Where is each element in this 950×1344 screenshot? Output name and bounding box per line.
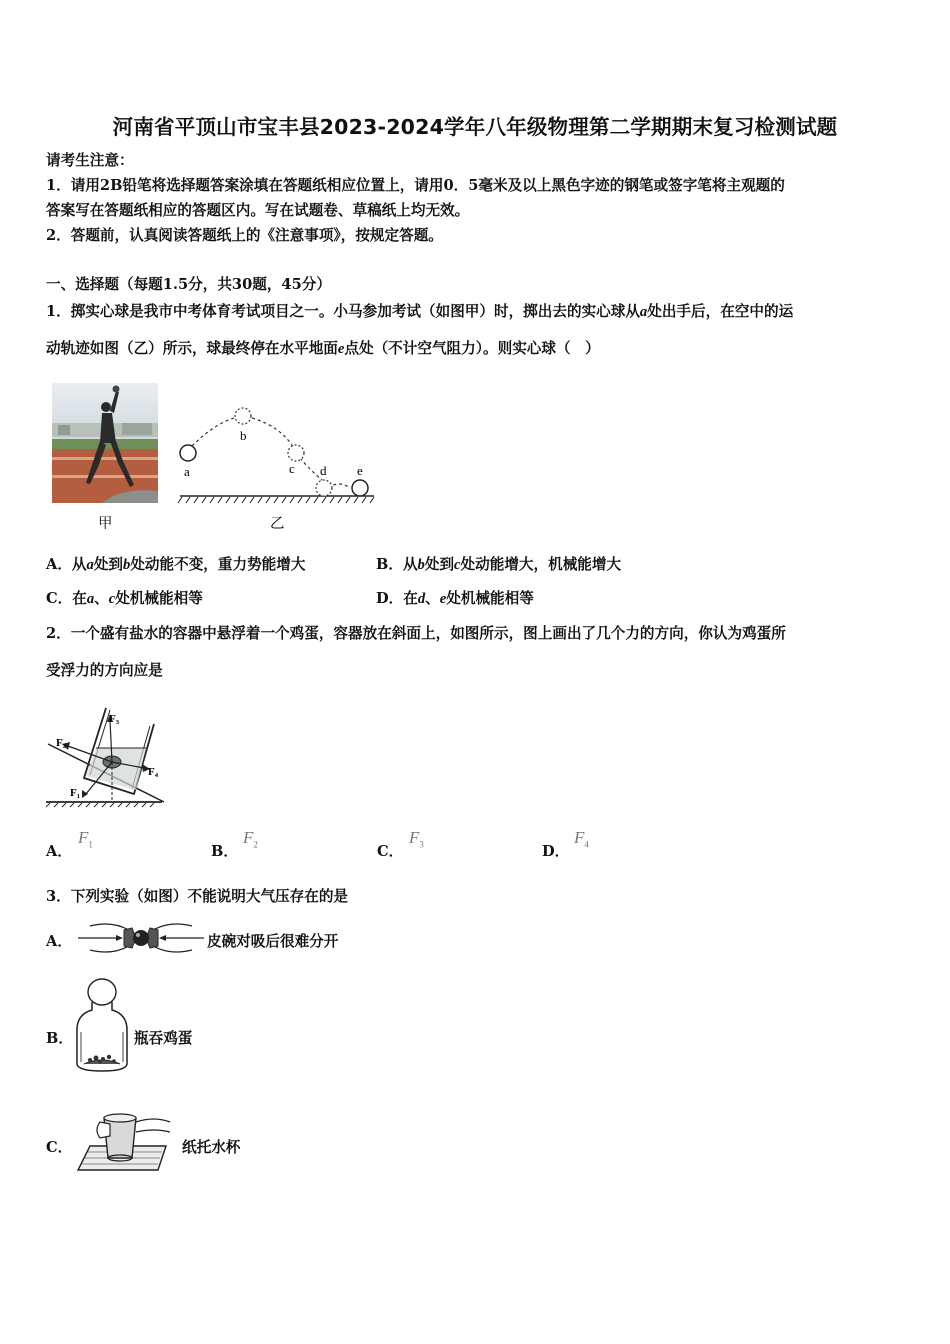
formula-symbol: F — [243, 828, 254, 847]
option-var: c — [454, 557, 461, 573]
option-var: a — [86, 557, 94, 573]
option-text: 从 — [71, 556, 87, 573]
q1-option-c[interactable] — [46, 589, 203, 609]
option-var: b — [417, 557, 425, 573]
q1-var-a: a — [639, 304, 648, 320]
notice-line-1b: 答案写在答题纸相应的答题区内。写在试题卷、草稿纸上均无效。 — [46, 202, 470, 219]
formula-symbol: F — [409, 828, 420, 847]
formula-subscript: 2 — [253, 839, 258, 850]
option-text: 从 — [402, 556, 418, 573]
option-var: b — [123, 557, 131, 573]
q1-text: 点处（不计空气阻力）。则实心球（ ） — [344, 340, 600, 357]
fig-label-jia: 甲 — [98, 516, 113, 532]
option-formula — [409, 828, 424, 849]
ball-a — [180, 445, 196, 461]
option-text: 处到 — [93, 556, 124, 573]
formula-subscript: 4 — [584, 839, 589, 850]
q3-option-c-label[interactable]: C． — [46, 1139, 73, 1156]
option-formula — [78, 828, 93, 849]
option-label: C． — [377, 843, 404, 860]
option-text: 处机械能相等 — [115, 590, 203, 607]
bottle-egg-figure — [72, 976, 132, 1074]
option-formula — [574, 828, 589, 849]
point-label-e: e — [357, 463, 363, 478]
option-text: 处动能增大，机械能增大 — [460, 556, 622, 573]
force-label-f3: F₃ — [109, 713, 120, 725]
q1-text: 处出手后，在空中的运 — [647, 303, 794, 320]
option-formula — [243, 828, 258, 849]
formula-subscript: 3 — [419, 839, 424, 850]
option-text: 处动能不变，重力势能增大 — [130, 556, 306, 573]
force-label-f4: F₄ — [148, 766, 159, 778]
q1-option-b[interactable] — [376, 555, 621, 575]
notice-line-1a: 1．请用2B铅笔将选择题答案涂填在答题纸相应位置上，请用0．5毫米及以上黑色字迹的钢笔或签字笔将主观题的 — [46, 177, 785, 194]
option-text: 处机械能相等 — [446, 590, 534, 607]
q3-stem: 3．下列实验（如图）不能说明大气压存在的是 — [46, 888, 349, 905]
option-label: A． — [46, 843, 72, 860]
option-var: c — [108, 591, 116, 607]
q3-option-c-text: 纸托水杯 — [182, 1139, 241, 1156]
section-heading: 一、选择题（每题1.5分，共30题，45分） — [46, 276, 331, 293]
q3-option-b-label[interactable]: B． — [46, 1030, 73, 1047]
option-text: 在 — [403, 590, 418, 607]
formula-symbol: F — [574, 828, 585, 847]
page-title: 河南省平顶山市宝丰县2023-2024学年八年级物理第二学期期末复习检测试题 — [112, 115, 838, 139]
option-label: D． — [542, 843, 570, 860]
option-label: A． — [46, 556, 72, 573]
option-label: B． — [376, 556, 403, 573]
option-text: 、 — [94, 590, 109, 607]
incline-force-figure — [44, 702, 168, 808]
option-label: D． — [376, 590, 404, 607]
notice-heading: 请考生注意： — [46, 152, 134, 169]
ball-c — [288, 445, 304, 461]
q3-option-b-text: 瓶吞鸡蛋 — [134, 1030, 193, 1047]
force-label-f2: F₂ — [56, 737, 67, 749]
q1-option-a[interactable] — [46, 555, 305, 575]
option-label: B． — [211, 843, 238, 860]
thrower-photo — [52, 383, 158, 503]
q1-option-d[interactable] — [376, 589, 534, 609]
trajectory-figure — [174, 400, 380, 510]
option-text: 、 — [425, 590, 440, 607]
option-var: e — [439, 591, 447, 607]
option-text: 处到 — [424, 556, 455, 573]
formula-symbol: F — [78, 828, 89, 847]
q3-option-a-text: 皮碗对吸后很难分开 — [207, 933, 339, 950]
q1-text: 1．掷实心球是我市中考体育考试项目之一。小马参加考试（如图甲）时，掷出去的实心球从 — [46, 303, 640, 320]
q1-var-e: e — [337, 341, 345, 357]
point-label-a: a — [184, 464, 190, 479]
point-label-c: c — [289, 461, 295, 476]
option-text: 在 — [72, 590, 87, 607]
option-var: d — [417, 591, 426, 607]
point-label-d: d — [320, 463, 327, 478]
option-var: a — [86, 591, 95, 607]
fig-label-yi: 乙 — [270, 516, 285, 532]
formula-subscript: 1 — [88, 839, 93, 850]
point-label-b: b — [240, 428, 247, 443]
ball-e — [352, 480, 368, 496]
notice-line-2: 2．答题前，认真阅读答题纸上的《注意事项》，按规定答题。 — [46, 227, 443, 244]
q1-stem-line-2 — [46, 339, 600, 359]
option-label: C． — [46, 590, 73, 607]
force-label-f1: F₁ — [70, 787, 81, 799]
q3-option-a-label[interactable]: A． — [46, 933, 72, 950]
q1-text: 动轨迹如图（乙）所示，球最终停在水平地面 — [46, 340, 338, 357]
ball-d — [316, 480, 332, 496]
paper-cup-figure — [74, 1108, 174, 1174]
suction-cups-figure — [76, 920, 206, 956]
q2-stem-line-1: 2．一个盛有盐水的容器中悬浮着一个鸡蛋，容器放在斜面上，如图所示，图上画出了几个力的方向，你认为鸡蛋所 — [46, 625, 786, 642]
q2-stem-line-2: 受浮力的方向应是 — [46, 662, 163, 679]
ball-b — [235, 408, 251, 424]
q1-stem-line-1 — [46, 302, 793, 322]
